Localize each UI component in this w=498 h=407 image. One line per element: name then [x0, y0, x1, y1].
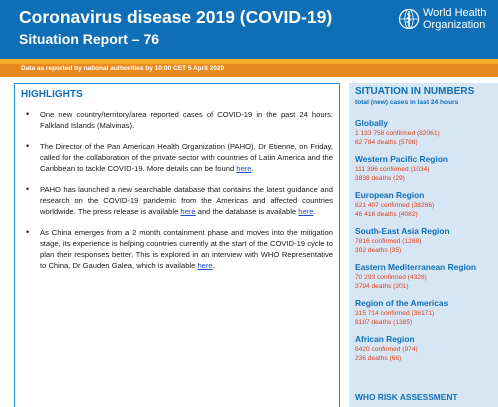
region-confirmed: 621 407 confirmed (38266) [355, 202, 435, 209]
region-deaths: 236 deaths (66) [355, 355, 402, 362]
database-link[interactable]: here [298, 207, 314, 216]
who-organization-name: World Health Organization [423, 7, 487, 31]
bullet-icon: • [26, 227, 30, 237]
region-south-east-asia [355, 226, 495, 255]
region-eastern-mediterranean [355, 262, 495, 291]
region-list [355, 118, 495, 370]
region-confirmed: 7816 confirmed (1288) [355, 238, 422, 245]
region-confirmed: 6420 confirmed (974) [355, 346, 418, 353]
report-header [0, 0, 498, 59]
report-title: Coronavirus disease 2019 (COVID-19) [19, 7, 333, 27]
region-confirmed: 111 396 confirmed (1034) [355, 166, 430, 173]
highlight-item: • PAHO has launched a new searchable database that contains the latest guidance and research on the COVID-19 pandemic from the Americas and affected countries worldwide. The press release is available here and the database is available here. [26, 184, 333, 216]
region-deaths: 3838 deaths (29) [355, 175, 405, 182]
highlights-list [25, 109, 333, 281]
interview-link[interactable]: here [197, 261, 213, 270]
dateline: Data as reported by national authorities by 10:00 CET 5 April 2020 [21, 65, 225, 72]
region-americas [355, 298, 495, 327]
region-name: Eastern Mediterranean Region [355, 262, 477, 272]
region-confirmed: 315 714 confirmed (36171) [355, 310, 435, 317]
region-deaths: 8187 deaths (1385) [355, 319, 413, 326]
who-emblem-icon [398, 8, 420, 30]
report-subtitle: Situation Report – 76 [19, 31, 160, 47]
region-name: Region of the Americas [355, 298, 449, 308]
region-western-pacific [355, 154, 495, 183]
region-confirmed: 70 293 confirmed (4328) [355, 274, 427, 281]
dateline-bar [0, 64, 498, 77]
region-globally [355, 118, 495, 147]
highlights-title: HIGHLIGHTS [21, 89, 83, 100]
situation-title: SITUATION IN NUMBERS [355, 86, 475, 97]
highlights-panel [14, 83, 340, 407]
region-deaths: 302 deaths (35) [355, 247, 402, 254]
bullet-icon: • [26, 184, 30, 194]
region-confirmed: 1 133 758 confirmed (82061) [355, 130, 440, 137]
highlight-item: • As China emerges from a 2 month containment phase and moves into the mitigation stage, its experience is helping countries currently at the start of the COVID-19 cycle to plan their responses better. This is explored in an interview with WHO Representative to China, Dr Gauden Galea, which is available here. [26, 227, 333, 270]
situation-subtitle: total (new) cases in last 24 hours [355, 99, 459, 106]
region-name: South-East Asia Region [355, 226, 450, 236]
bullet-icon: • [26, 109, 30, 119]
region-name: European Region [355, 190, 425, 200]
region-deaths: 3794 deaths (201) [355, 283, 409, 290]
region-deaths: 46 416 deaths (4082) [355, 211, 418, 218]
risk-assessment-title: WHO RISK ASSESSMENT [355, 392, 458, 402]
press-release-link[interactable]: here [180, 207, 196, 216]
highlight-item: • One new country/territory/area reported cases of COVID-19 in the past 24 hours: Falkland Islands (Malvinas). [26, 109, 333, 130]
region-name: African Region [355, 334, 415, 344]
paho-details-link[interactable]: here [236, 164, 252, 173]
highlight-item: • The Director of the Pan American Health Organization (PAHO), Dr Etienne, on Friday, called for the collaboration of the private sector with countries of Latin America and the Caribbean to tackle COVID-19. More details can be found here. [26, 141, 333, 173]
region-name: Western Pacific Region [355, 154, 448, 164]
region-name: Globally [355, 118, 389, 128]
region-deaths: 62 784 deaths (5798) [355, 139, 418, 146]
region-european [355, 190, 495, 219]
situation-panel [349, 83, 498, 407]
region-african [355, 334, 495, 363]
bullet-icon: • [26, 141, 30, 151]
